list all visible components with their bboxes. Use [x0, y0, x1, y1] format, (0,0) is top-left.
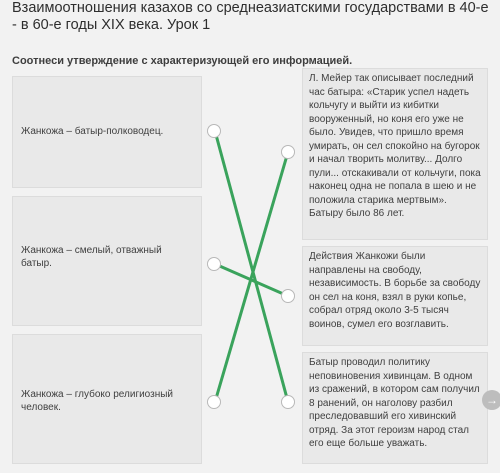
right-connector-dot[interactable] — [281, 395, 295, 409]
left-connector-dot[interactable] — [207, 124, 221, 138]
right-info-text: Л. Мейер так описывает последний час батыра: «Старик успел надеть кольчугу и выйти из кибитки вооруженный, но коня его уже не было. Увидев, что пришло время умирать, он сел спокойно на бугорок и начал творить молитву... Долго пули... отскакивали от кольчуги, пока наконец одна не попала в шею и не положила старика мертвым». Батыру было 86 лет. — [309, 73, 481, 219]
left-statement-label: Жанкожа – батыр-полководец. — [21, 126, 164, 138]
left-statement-label: Жанкожа – глубоко религиозный человек. — [21, 388, 174, 413]
instruction-text: Соотнеси утверждение с характеризующей его информацией. — [12, 55, 353, 67]
page-title: Взаимоотношения казахов со среднеазиатскими государствами в 40-е - в 60-е годы XIX века. Урок 1 — [12, 0, 489, 33]
left-connector-dot[interactable] — [207, 395, 221, 409]
right-info-text: Действия Жанкожи были направлены на свободу, независимость. В борьбе за свободу он сел на коня, взял в руки копье, собрал отряд около 3-5 тысяч воинов, сумел его возглавить. — [309, 251, 481, 330]
left-statement-label: Жанкожа – смелый, отважный батыр. — [21, 244, 162, 269]
right-info-text: Батыр проводил политику неповиновения хивинцам. В одном из сражений, в котором сам получил 8 ранений, он наголову разбил преследовавший его хивинский отряд. За этот героизм народ стал его еще больше уважать. — [309, 357, 480, 449]
right-connector-dot[interactable] — [281, 289, 295, 303]
left-connector-dot[interactable] — [207, 257, 221, 271]
right-connector-dot[interactable] — [281, 145, 295, 159]
arrow-icon[interactable]: → — [482, 390, 500, 410]
